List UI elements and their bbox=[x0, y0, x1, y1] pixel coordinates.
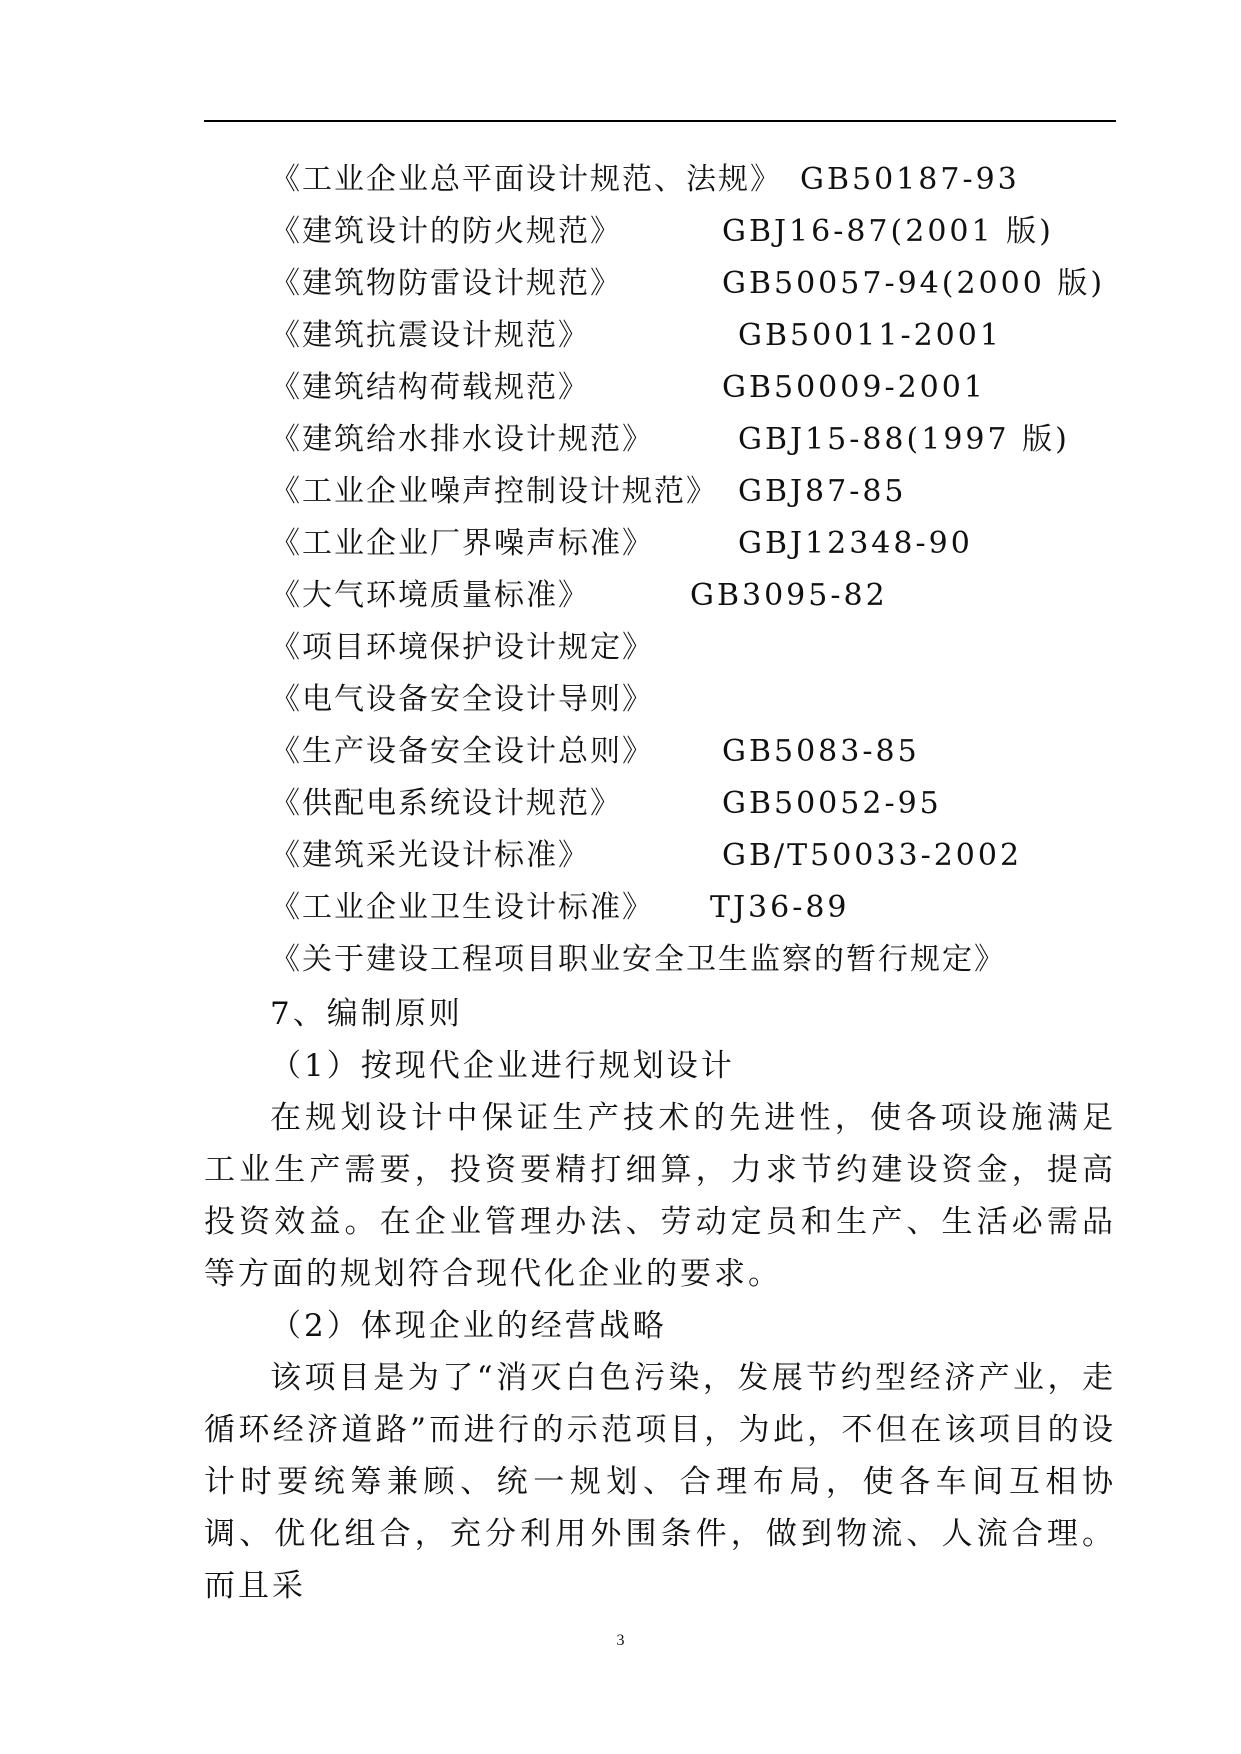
reference-item bbox=[270, 934, 1170, 986]
reference-title: 《建筑抗震设计规范》 bbox=[270, 318, 590, 353]
reference-item bbox=[270, 778, 1170, 830]
reference-item bbox=[270, 206, 1170, 258]
reference-item bbox=[270, 882, 1170, 934]
reference-item bbox=[270, 518, 1170, 570]
reference-item bbox=[270, 622, 1170, 674]
reference-item bbox=[270, 362, 1170, 414]
reference-title: 《关于建设工程项目职业安全卫生监察的暂行规定》 bbox=[270, 942, 1006, 977]
reference-title: 《供配电系统设计规范》 bbox=[270, 786, 622, 821]
reference-code: GB/T50033-2002 bbox=[722, 838, 1023, 873]
reference-title: 《工业企业卫生设计标准》 bbox=[270, 890, 654, 925]
section-heading: 7、编制原则 bbox=[270, 996, 463, 1032]
reference-title: 《工业企业厂界噪声标准》 bbox=[270, 526, 654, 561]
header-rule bbox=[204, 120, 1116, 122]
reference-title: 《工业企业总平面设计规范、法规》 bbox=[270, 162, 782, 197]
reference-title: 《生产设备安全设计总则》 bbox=[270, 734, 654, 769]
reference-title: 《建筑设计的防火规范》 bbox=[270, 214, 622, 249]
reference-code: GBJ12348-90 bbox=[738, 526, 973, 561]
reference-item bbox=[270, 310, 1170, 362]
reference-item bbox=[270, 830, 1170, 882]
reference-code: GBJ15-88(1997 版) bbox=[738, 422, 1070, 457]
reference-code: GB3095-82 bbox=[690, 578, 888, 613]
reference-item bbox=[270, 154, 1170, 206]
reference-title: 《建筑结构荷载规范》 bbox=[270, 370, 590, 405]
reference-title: 《工业企业噪声控制设计规范》 bbox=[270, 474, 718, 509]
reference-title: 《大气环境质量标准》 bbox=[270, 578, 590, 613]
reference-item bbox=[270, 414, 1170, 466]
reference-title: 《项目环境保护设计规定》 bbox=[270, 630, 654, 665]
reference-code: GB50052-95 bbox=[722, 786, 942, 821]
reference-title: 《建筑物防雷设计规范》 bbox=[270, 266, 622, 301]
reference-code: GB50009-2001 bbox=[722, 370, 986, 405]
reference-title: 《电气设备安全设计导则》 bbox=[270, 682, 654, 717]
paragraph: 在规划设计中保证生产技术的先进性，使各项设施满足工业生产需要，投资要精打细算，力求节约建设资金，提高投资效益。在企业管理办法、劳动定员和生产、生活必需品等方面的规划符合现代化企业的要求。 bbox=[204, 1100, 1116, 1292]
page-number: 3 bbox=[616, 1632, 625, 1649]
reference-code: GBJ16-87(2001 版) bbox=[722, 214, 1054, 249]
reference-title: 《建筑给水排水设计规范》 bbox=[270, 422, 654, 457]
reference-title: 《建筑采光设计标准》 bbox=[270, 838, 590, 873]
reference-item bbox=[270, 726, 1170, 778]
reference-item bbox=[270, 258, 1170, 310]
sub-heading: （1）按现代企业进行规划设计 bbox=[270, 1048, 735, 1084]
reference-code: GBJ87-85 bbox=[738, 474, 907, 509]
reference-list bbox=[270, 154, 1170, 986]
reference-item bbox=[270, 466, 1170, 518]
reference-code: GB50011-2001 bbox=[738, 318, 1002, 353]
reference-code: GB50057-94(2000 版) bbox=[722, 266, 1106, 301]
reference-code: GB5083-85 bbox=[722, 734, 920, 769]
paragraph: 该项目是为了“消灭白色污染，发展节约型经济产业，走循环经济道路”而进行的示范项目，为此，不但在该项目的设计时要统筹兼顾、统一规划、合理布局，使各车间互相协调、优化组合，充分利用外围条件，做到物流、人流合理。而且采 bbox=[204, 1360, 1116, 1604]
reference-code: GB50187-93 bbox=[800, 162, 1020, 197]
reference-code: TJ36-89 bbox=[710, 890, 850, 925]
reference-item bbox=[270, 570, 1170, 622]
reference-item bbox=[270, 674, 1170, 726]
sub-heading: （2）体现企业的经营战略 bbox=[270, 1308, 667, 1344]
